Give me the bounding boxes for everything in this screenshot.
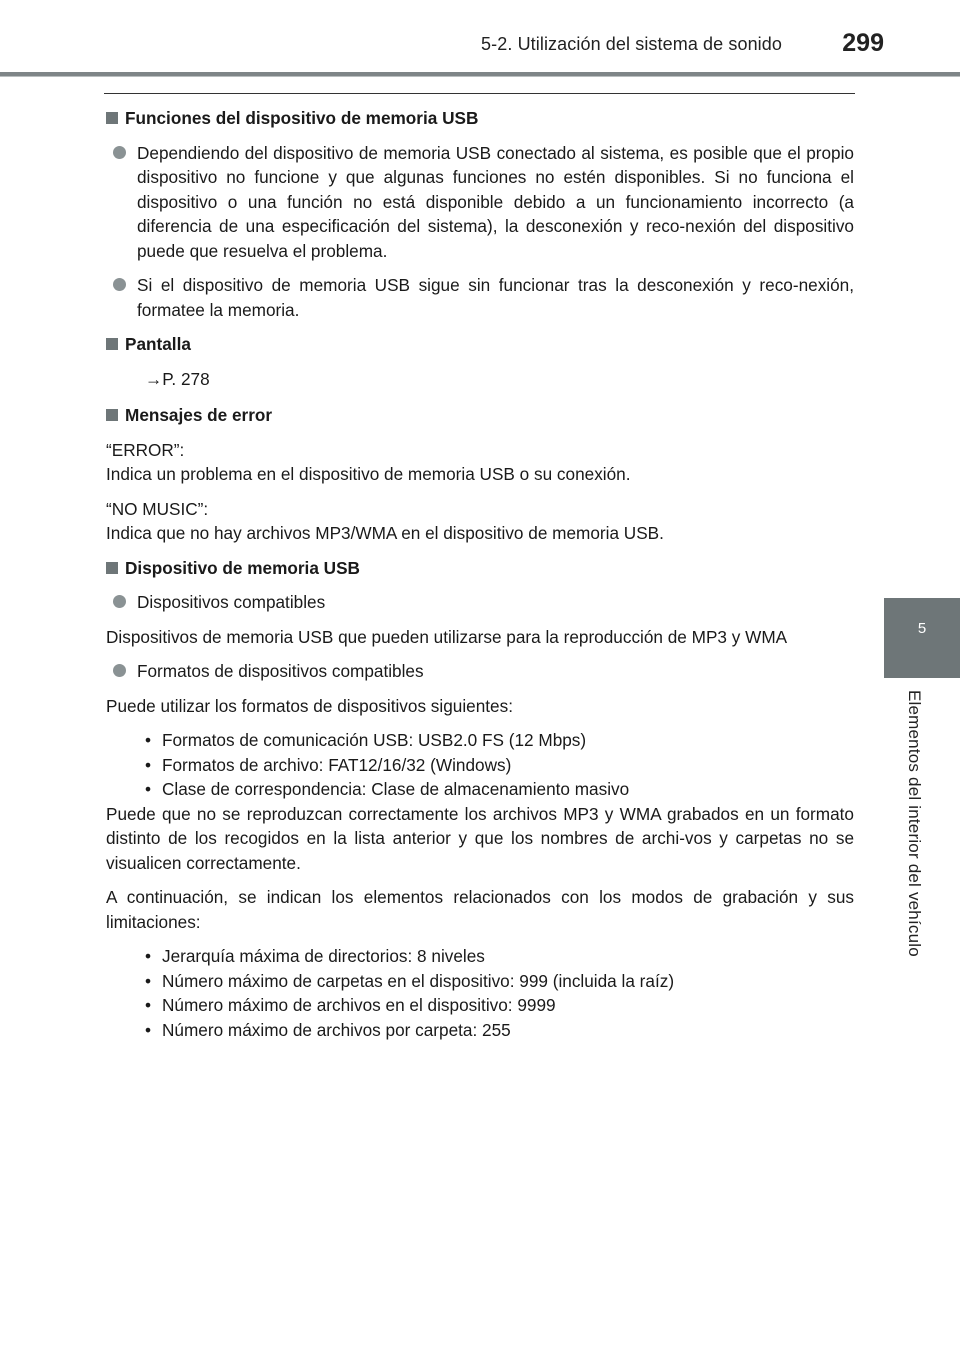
circle-bullet-icon bbox=[113, 664, 126, 677]
page-reference: →P. 278 bbox=[145, 368, 210, 389]
limit-text: Número máximo de carpetas en el dispositivo: 999 (incluida la raíz) bbox=[162, 970, 675, 991]
heading-text: Dispositivo de memoria USB bbox=[125, 557, 360, 578]
square-bullet-icon bbox=[106, 112, 118, 124]
error-entry bbox=[106, 438, 854, 487]
limit-text: Jerarquía máxima de directorios: 8 niveles bbox=[162, 946, 485, 966]
paragraph: Dependiendo del dispositivo de memoria USB conectado al sistema, es posible que el propio dispositivo no funcione y que algunas funciones no estén disponibles. Si no funciona el dispositivo o una función no está disponible debido a un funcionamiento incorrecto (a diferencia de una especificación del sistema), la desconexión y reco-nexión del dispositivo puede que resuelva el problema. bbox=[137, 142, 854, 261]
dot-marker: • bbox=[145, 995, 152, 1015]
dot-marker: • bbox=[145, 754, 152, 775]
section-heading bbox=[106, 106, 854, 131]
error-code: “ERROR”: bbox=[106, 439, 185, 460]
limit-item bbox=[145, 969, 854, 994]
square-bullet-icon bbox=[106, 338, 118, 350]
list-item bbox=[106, 273, 854, 322]
page-header bbox=[0, 0, 960, 78]
square-bullet-icon bbox=[106, 562, 118, 574]
content-top-rule bbox=[104, 93, 855, 94]
limit-item bbox=[145, 944, 854, 969]
page-number: 299 bbox=[842, 29, 884, 57]
dot-marker: • bbox=[145, 970, 152, 991]
format-item bbox=[145, 753, 854, 778]
chapter-tab bbox=[884, 598, 960, 678]
paragraph: Puede que no se reproduzcan correctamente los archivos MP3 y WMA grabados en un formato distinto de los recogidos en la lista anterior y que los nombres de archi-vos y carpetas no se visualicen correctamente. bbox=[106, 803, 854, 873]
dot-marker: • bbox=[145, 946, 152, 966]
heading-text: Pantalla bbox=[125, 334, 191, 354]
subheading: Formatos de dispositivos compatibles bbox=[137, 661, 424, 681]
dot-marker: • bbox=[145, 730, 152, 750]
dot-marker: • bbox=[145, 779, 152, 799]
paragraph: Puede utilizar los formatos de dispositivos siguientes: bbox=[106, 695, 513, 716]
list-item bbox=[106, 590, 854, 615]
square-bullet-icon bbox=[106, 409, 118, 421]
circle-bullet-icon bbox=[113, 278, 126, 291]
paragraph: Si el dispositivo de memoria USB sigue sin funcionar tras la desconexión y reco-nexión, formatee la memoria. bbox=[137, 275, 854, 320]
format-text: Formatos de comunicación USB: USB2.0 FS (12 Mbps) bbox=[162, 730, 587, 750]
format-text: Clase de correspondencia: Clase de almacenamiento masivo bbox=[162, 779, 630, 799]
heading-text: Funciones del dispositivo de memoria USB bbox=[125, 108, 479, 128]
format-item bbox=[145, 728, 854, 753]
circle-bullet-icon bbox=[113, 595, 126, 608]
error-description: Indica un problema en el dispositivo de memoria USB o su conexión. bbox=[106, 464, 631, 484]
section-heading bbox=[106, 403, 854, 428]
section-heading bbox=[106, 556, 854, 581]
error-description: Indica que no hay archivos MP3/WMA en el dispositivo de memoria USB. bbox=[106, 523, 664, 543]
header-rule-light bbox=[0, 76, 960, 77]
limit-item bbox=[145, 1018, 854, 1043]
chapter-title: Elementos del interior del vehículo bbox=[905, 690, 924, 957]
format-item bbox=[145, 777, 854, 802]
section-title: 5-2. Utilización del sistema de sonido bbox=[481, 34, 782, 54]
list-item bbox=[106, 141, 854, 264]
section-heading bbox=[106, 332, 854, 357]
chapter-number: 5 bbox=[917, 620, 927, 637]
format-text: Formatos de archivo: FAT12/16/32 (Windows) bbox=[162, 754, 512, 775]
limit-text: Número máximo de archivos en el dispositivo: 9999 bbox=[162, 995, 556, 1015]
heading-text: Mensajes de error bbox=[125, 405, 273, 425]
error-entry bbox=[106, 497, 854, 546]
paragraph: Dispositivos de memoria USB que pueden utilizarse para la reproducción de MP3 y WMA bbox=[106, 626, 788, 647]
error-code: “NO MUSIC”: bbox=[106, 498, 209, 519]
page-content bbox=[106, 106, 854, 1042]
dot-marker: • bbox=[145, 1019, 152, 1040]
list-item bbox=[106, 659, 854, 684]
subheading: Dispositivos compatibles bbox=[137, 592, 326, 612]
limit-item bbox=[145, 993, 854, 1018]
paragraph: A continuación, se indican los elementos relacionados con los modos de grabación y sus limitaciones: bbox=[106, 887, 854, 932]
limit-text: Número máximo de archivos por carpeta: 255 bbox=[162, 1019, 511, 1040]
circle-bullet-icon bbox=[113, 146, 126, 159]
